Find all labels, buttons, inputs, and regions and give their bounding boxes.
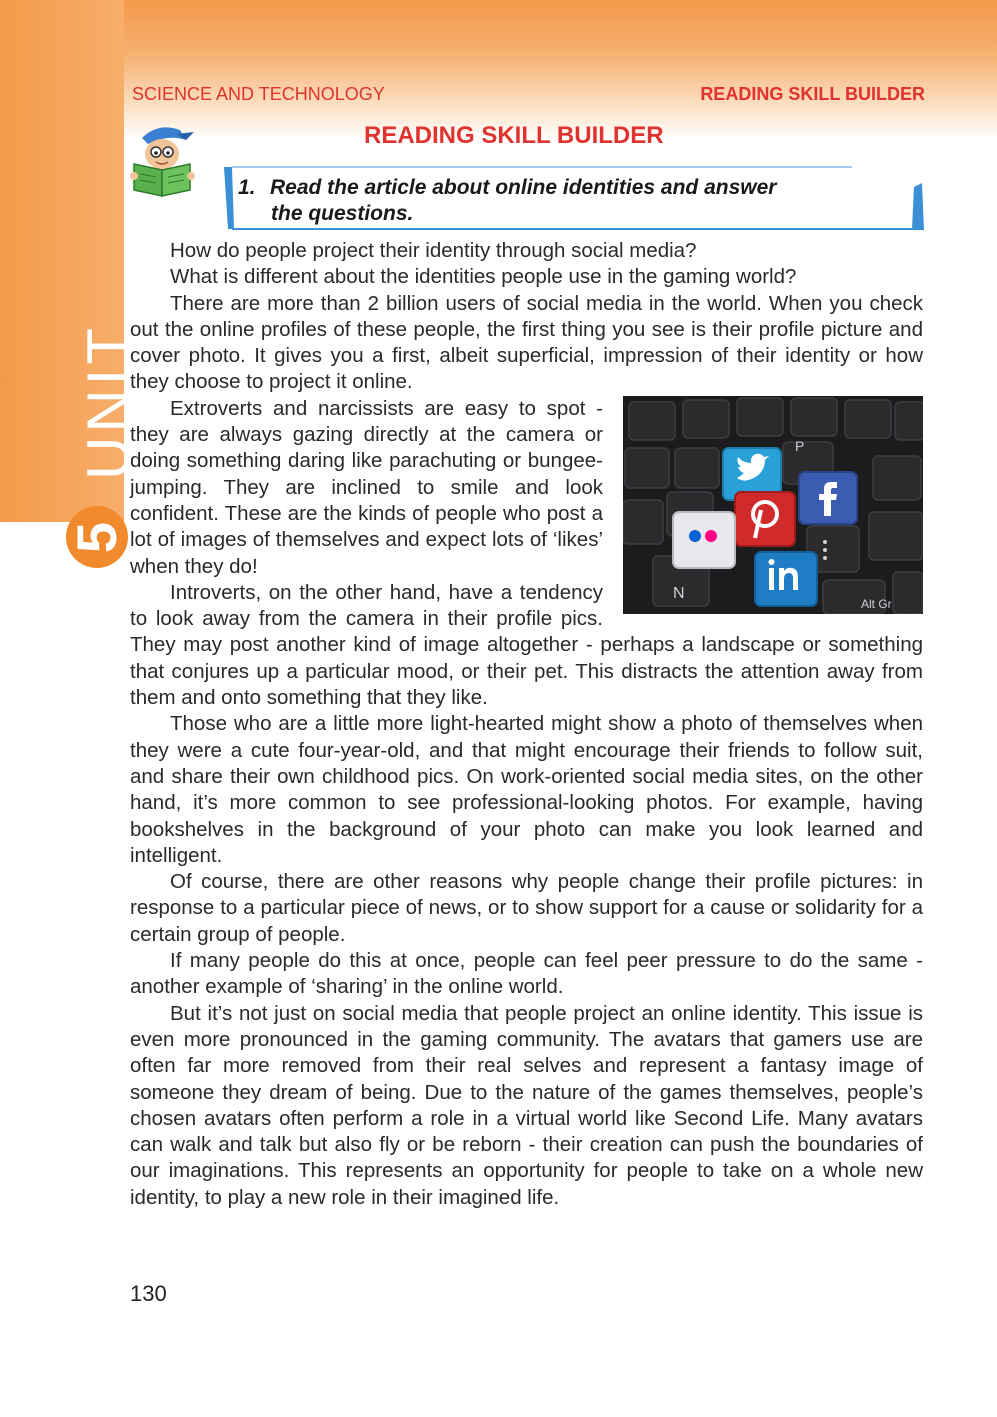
article-question-2: What is different about the identities people use in the gaming world? [170, 265, 797, 289]
unit-number-badge [66, 506, 128, 568]
section-title: READING SKILL BUILDER [364, 122, 664, 149]
task-number: 1. [238, 176, 256, 199]
unit-label: UNIT [75, 324, 142, 480]
reading-mascot-icon [128, 120, 204, 200]
article-paragraph: If many people do this at once, people can feel peer pressure to do the same - another example of ‘sharing’ in the online world. [130, 949, 923, 999]
page-number: 130 [130, 1281, 167, 1306]
unit-number: 5 [65, 521, 129, 553]
article-body [130, 238, 923, 1211]
task-text-line-2: the questions. [271, 202, 414, 225]
task-line-1 [238, 175, 898, 201]
photo-key-altgr: Alt Gr [861, 596, 892, 611]
article-paragraph: Introverts, on the other hand, have a tendency to look away from the camera in their profile pics. They may post another kind of image altogether - perhaps a landscape or something that conjures up a particular mood, or their pet. This distracts the attention away from them and onto something that they like. [130, 580, 923, 710]
running-header-right: READING SKILL BUILDER [700, 84, 925, 104]
article-paragraph: But it’s not just on social media that people project an online identity. This issue is even more pronounced in the gaming community. The avatars that gamers use are often far more removed from their real selves and represent a fantasy image of someone they dream of being. Due to the nature of the games themselves, people’s chosen avatars often perform a role in a virtual world like Second Life. Many avatars can walk and talk but also fly or be reborn - their creation can push the boundaries of our imaginations. This represents an opportunity for people to take on a whole new identity, to play a new role in their imagined life. [130, 1001, 923, 1209]
social-media-keyboard-photo [623, 396, 923, 614]
article-paragraph: There are more than 2 billion users of social media in the world. When you check out the online profiles of these people, the first thing you see is their profile picture and cover photo. It gives you a first, albeit superficial, impression of their identity or how they choose to project it online. [130, 291, 923, 394]
photo-key-n: N [673, 584, 685, 602]
header-band [0, 0, 997, 140]
task-instruction [238, 175, 898, 227]
task-text-line-1: Read the article about online identities and answer [270, 176, 777, 199]
photo-key-p: P [795, 437, 805, 454]
article-paragraph: Those who are a little more light-hearted might show a photo of themselves when they were a cute four-year-old, and that might encourage their friends to follow suit, and share their own childhood pics. On work-oriented social media sites, on the other hand, it’s more common to see professional-looking photos. For example, having bookshelves in the background of your photo can make you look learned and intelligent. [130, 712, 923, 867]
article-paragraph: Extroverts and narcissists are easy to spot - they are always gazing directly at the camera or doing something daring like parachuting or bungee-jumping. They are inclined to smile and look confident. These are the kinds of people who post a lot of images of themselves and expect lots of ‘likes’ when they do! [130, 396, 603, 578]
running-header-left: SCIENCE AND TECHNOLOGY [132, 84, 385, 104]
article-paragraph: Of course, there are other reasons why people change their profile pictures: in response to a particular piece of news, or to show support for a cause or solidarity for a certain group of people. [130, 870, 923, 946]
article-question-1: How do people project their identity through social media? [170, 239, 697, 262]
